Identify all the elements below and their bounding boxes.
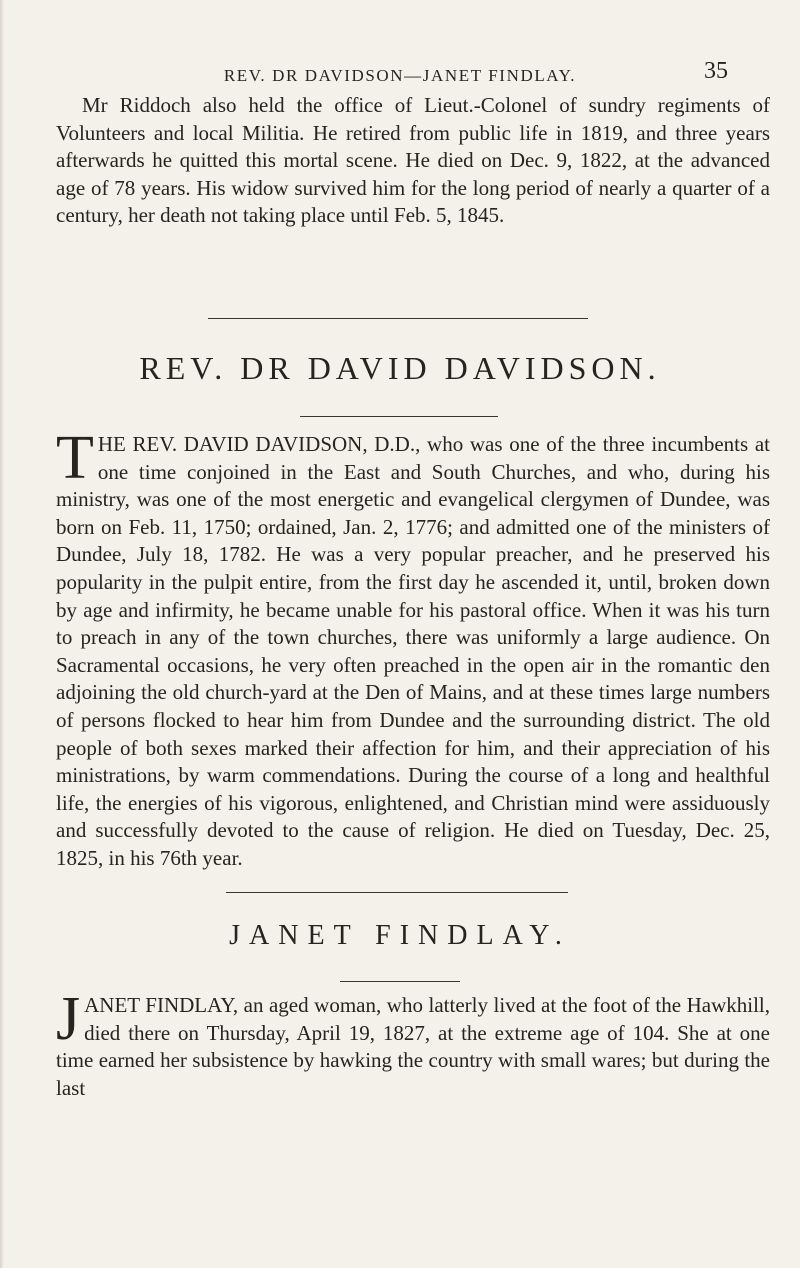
drop-cap: J: [56, 985, 81, 1053]
entry-davidson: [56, 424, 770, 873]
page-number: 35: [704, 58, 728, 84]
entry-text: ANET FINDLAY, an aged woman, who latterly lived at the foot of the Hawkhill, died there on Thursday, April 19, 1827, at the extreme age of 104. She at one time earned her subsistence by hawking the country with small wares; but during the last: [56, 993, 770, 1100]
section-heading-davidson: REV. DR DAVID DAVIDSON.: [139, 350, 661, 386]
section-heading-findlay: JANET FINDLAY.: [229, 920, 571, 951]
entry-findlay: [56, 985, 770, 1102]
heading-underline: [340, 981, 460, 982]
running-head: REV. DR DAVIDSON—JANET FINDLAY.: [223, 66, 577, 85]
binding-edge: [0, 0, 4, 1268]
section-divider: [208, 318, 588, 319]
drop-cap: T: [56, 424, 94, 492]
section-divider: [226, 892, 568, 893]
entry-text: HE REV. DAVID DAVIDSON, D.D., who was one of the three incumbents at one time conjoined in the East and South Churches, and who, during his ministry, was one of the most energetic and evangelical clergymen of Dundee, was born on Feb. 11, 1750; ordained, Jan. 2, 1776; and admitted one of the ministers of Dundee, July 18, 1782. He was a very popular preacher, and he preserved his popularity in the pulpit entire, from the first day he ascended it, until, broken down by age and infirmity, he became unable for his pastoral office. When it was his turn to preach in any of the town churches, there was uniformly a large audience. On Sacramental occasions, he very often preached in the open air in the romantic den adjoining the old church-yard at the Den of Mains, and at these times large numbers of persons flocked to hear him from Dundee and the surrounding district. The old people of both sexes marked their affection for him, and their appreciation of his ministrations, by warm commendations. During the course of a long and healthful life, the energies of his vigorous, enlightened, and Christian mind were assiduously and successfully devoted to the cause of religion. He died on Tuesday, Dec. 25, 1825, in his 76th year.: [56, 432, 770, 870]
heading-underline: [300, 416, 498, 417]
intro-paragraph: Mr Riddoch also held the office of Lieut.-Colonel of sundry regiments of Volunteers and local Militia. He retired from public life in 1819, and three years afterwards he quitted this mortal scene. He died on Dec. 9, 1822, at the advanced age of 78 years. His widow survived him for the long period of nearly a quarter of a century, her death not taking place until Feb. 5, 1845.: [56, 93, 770, 228]
